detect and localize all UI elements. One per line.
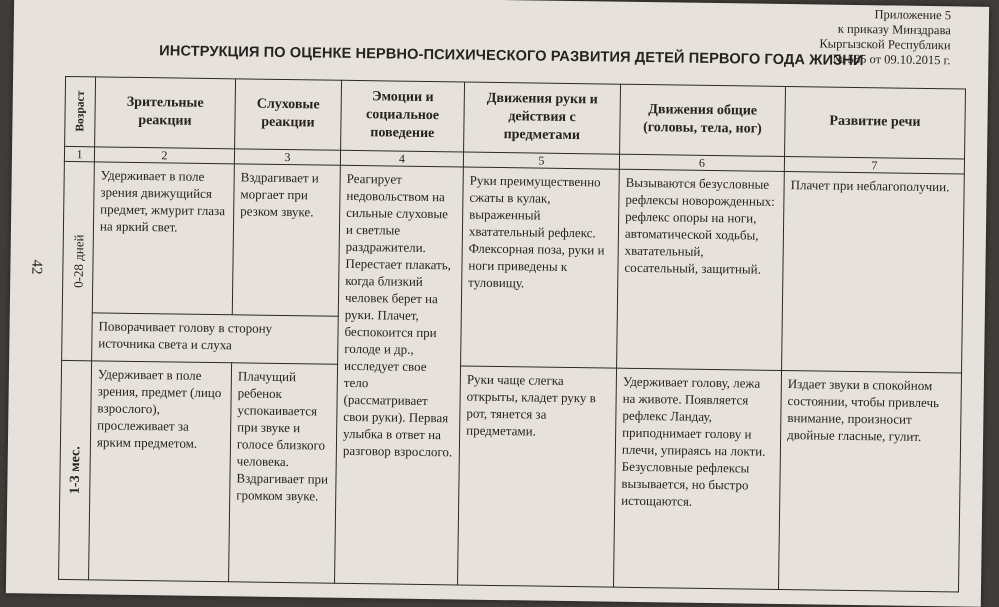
auditory-0-28-days: Вздрагивает и моргает при резком звуке. xyxy=(232,164,340,316)
annex-line-4: № 585 от 09.10.2015 г. xyxy=(832,51,951,68)
column-number-5: 5 xyxy=(463,152,619,169)
header-speech: Развитие речи xyxy=(785,87,966,159)
general-1-3-months: Удерживает голову, лежа на животе. Появляется рефлекс Ландау, приподнимает голову и плечи, упираясь на локти. Безусловные рефлексы вызывается, но быстро истощаются. xyxy=(614,368,782,589)
column-number-1: 1 xyxy=(64,146,94,162)
page-number: 42 xyxy=(28,259,45,275)
header-age xyxy=(65,76,96,146)
header-auditory: Слуховые реакции xyxy=(235,79,342,150)
header-visual: Зрительные реакции xyxy=(95,77,236,149)
hands-1-3-months: Руки чаще слегка открыты, кладет руку в рот, тянется за предметами. xyxy=(458,366,617,587)
document-page xyxy=(6,0,989,607)
header-emotions: Эмоции и социальное поведение xyxy=(341,80,465,152)
auditory-1-3-months: Плачущий ребенок успокаивается при звуке и голосе близкого человека. Вздрагивает при громком звуке. xyxy=(229,363,338,583)
emotions-0-3-months: Реагирует недовольством на сильные слуховые и светлые раздражители. Перестает плакать, когда близкий человек берет на руки. Плачет, беспокоится при голоде и др., исследует свое тело (рассматривает свои руки). Первая улыбка в ответ на разговор взрослого. xyxy=(335,166,464,585)
column-number-6: 6 xyxy=(619,154,784,172)
age-cell-1-3-months xyxy=(59,361,92,580)
visual-auditory-combined: Поворачивает голову в сторону источника света и слуха xyxy=(92,313,339,365)
speech-0-28-days: Плачет при неблагополучии. xyxy=(782,172,965,373)
table-row-0-28-days xyxy=(62,162,964,325)
age-cell-0-28-days xyxy=(62,162,95,361)
table-row-1-3-months xyxy=(59,361,962,592)
column-number-7: 7 xyxy=(784,156,964,174)
hands-0-28-days: Руки преимущественно сжаты в кулак, выраженный хватательный рефлекс. Флексорная поза, руки и ноги приведены к туловищу. xyxy=(461,167,620,368)
column-number-4: 4 xyxy=(340,150,463,167)
column-number-3: 3 xyxy=(234,149,340,166)
column-number-2: 2 xyxy=(94,147,234,164)
header-row xyxy=(65,76,966,159)
annex-line-2: к приказу Минздрава xyxy=(837,21,951,38)
development-table xyxy=(58,76,966,593)
document-title: ИНСТРУКЦИЯ ПО ОЦЕНКЕ НЕРВНО-ПСИХИЧЕСКОГО РАЗВИТИЯ ДЕТЕЙ ПЕРВОГО ГОДА ЖИЗНИ xyxy=(159,43,864,70)
header-age-label: Возраст xyxy=(73,91,87,133)
visual-0-28-days: Удерживает в поле зрения движущийся предмет, жмурит глаза на яркий свет. xyxy=(92,162,234,315)
age-label-1-3-months: 1-3 мес. xyxy=(67,446,83,495)
speech-1-3-months: Издает звуки в спокойном состоянии, чтобы привлечь внимание, произносит двойные гласные, гулит. xyxy=(778,371,961,592)
annex-line-1: Приложение 5 xyxy=(874,7,952,23)
header-general: Движения общие (головы, тела, ног) xyxy=(620,84,786,156)
age-label-0-28-days: 0-28 дней xyxy=(70,234,86,289)
annex-line-3: Кыргызской Республики xyxy=(819,36,951,53)
visual-1-3-months: Удерживает в поле зрения, предмет (лицо взрослого), прослеживает за ярким предметом. xyxy=(89,361,232,582)
general-0-28-days: Вызываются безусловные рефлексы новорожденных: рефлекс опоры на ноги, автоматической ходьбы, хватательный, сосательный, защитный. xyxy=(617,169,785,370)
header-hands: Движения руки и действия с предметами xyxy=(464,82,621,154)
